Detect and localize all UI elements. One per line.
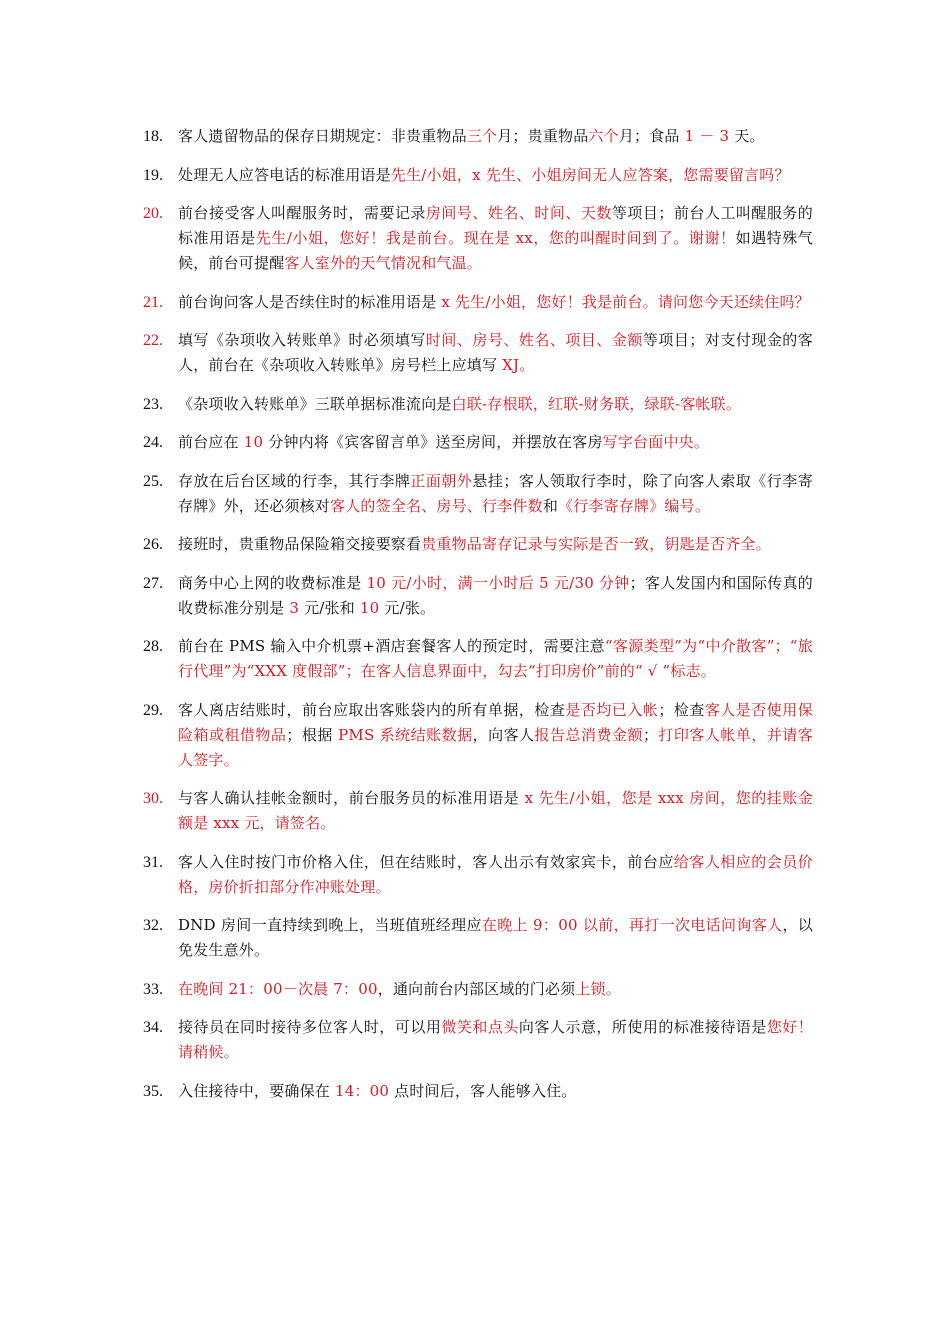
highlighted-text: 微笑和点头 (441, 1018, 519, 1036)
highlighted-text: 正面朝外 (410, 471, 473, 490)
body-text: 前台接受客人叫醒服务时，需要记录 (178, 204, 426, 222)
item-number: 20. (143, 205, 163, 222)
highlighted-text: 《行李寄存牌》编号。 (558, 496, 711, 515)
body-text: 《杂项收入转账单》三联单据标准流向是 (178, 394, 452, 413)
highlighted-text: 是否均已入帐 (565, 700, 659, 719)
highlighted-text: 3 (289, 598, 300, 617)
item-number: 24. (143, 434, 163, 451)
body-text: 等项目；对支付现金的客人，前台在《杂项收入转账单》房号栏上应填写 (178, 331, 814, 374)
highlighted-text: 10 元/小时，满一小时后 5 元/30 分钟 (366, 573, 630, 592)
highlighted-text: x 先生/小姐，您好！我是前台。请问您今天还续住吗？ (441, 292, 810, 311)
list-item (143, 1079, 813, 1104)
highlighted-text: 三个 (466, 127, 498, 145)
body-text: 和 (542, 496, 559, 515)
item-text (178, 850, 813, 900)
list-item (143, 163, 813, 188)
highlighted-text: 报告总消费金额 (534, 725, 643, 744)
highlighted-text: 您好！请稍候。 (178, 1018, 814, 1061)
body-text: 向客人示意，所使用的标准接待语是 (518, 1018, 767, 1036)
body-text: 点时间后，客人能够入住。 (389, 1081, 577, 1100)
body-text: 月；食品 (618, 127, 685, 145)
highlighted-text: 先生/小姐，您好！我是前台。现在是 xx，您的叫醒时间到了。谢谢！ (255, 229, 736, 247)
item-number: 34. (143, 1019, 163, 1036)
body-text: ； (642, 725, 659, 744)
highlighted-text: 10 (243, 433, 264, 451)
highlighted-text: 白联-存根联，红联-财务联，绿联-客帐联。 (451, 394, 742, 413)
body-text: ，向客人 (472, 725, 535, 744)
body-text: 客人遗留物品的保存日期规定：非贵重物品 (178, 127, 467, 145)
item-number: 35. (143, 1082, 163, 1100)
highlighted-text: 14：00 (334, 1081, 390, 1100)
body-text: 元/张和 (299, 598, 360, 617)
item-text (178, 124, 813, 149)
highlighted-text: 在晚上 9：00 以前，再打一次电话问询客人 (481, 916, 783, 934)
body-text: 前台在 PMS 输入中介机票+酒店套餐客人的预定时，需要注意 (178, 637, 605, 655)
body-text: 接班时，贵重物品保险箱交接要察看 (178, 535, 422, 553)
item-number: 23. (143, 395, 163, 413)
body-text: 等项目；前台人工叫醒服务的标准用语是 (178, 204, 813, 247)
item-text (178, 634, 813, 684)
highlighted-text: 客人的签全名、房号、行李件数 (330, 496, 543, 515)
list-item (143, 698, 813, 773)
body-text: 存放在后台区域的行李，其行李牌 (178, 471, 411, 490)
item-number: 31. (143, 853, 163, 871)
item-text (178, 698, 813, 773)
body-text: ；根据 (286, 725, 339, 744)
body-text: ；检查 (658, 700, 705, 719)
highlighted-text: x 先生/小姐，您是 xxx 房间，您的挂账金额是 xxx 元，请签名。 (178, 789, 813, 832)
item-text (178, 392, 813, 417)
body-text: 填写《杂项收入转账单》时必须填写 (178, 331, 426, 349)
list-item (143, 634, 813, 684)
item-number: 32. (143, 917, 163, 934)
item-text (178, 201, 813, 276)
highlighted-text: 客人室外的天气情况和气温。 (284, 254, 483, 272)
highlighted-text: 在晚间 21：00－次晨 7：00 (178, 979, 378, 998)
highlighted-text: 先生/小姐，x 先生、小姐房间无人应答案，您需要留言吗？ (390, 165, 790, 184)
list-item (143, 201, 813, 276)
list-item (143, 124, 813, 149)
item-number: 21. (143, 293, 163, 311)
body-text: 天。 (729, 127, 765, 145)
list-item (143, 977, 813, 1002)
item-text (178, 532, 813, 557)
item-text (178, 430, 813, 455)
highlighted-text: XJ。 (502, 356, 535, 374)
list-item (143, 850, 813, 900)
item-number: 19. (143, 166, 163, 184)
item-number: 33. (143, 980, 163, 998)
highlighted-text: 六个 (588, 127, 619, 145)
item-text (178, 1079, 813, 1104)
body-text: 客人离店结账时，前台应取出客账袋内的所有单据，检查 (178, 700, 566, 719)
body-text: 入住接待中，要确保在 (178, 1081, 335, 1100)
list-item (143, 392, 813, 417)
body-text: 月；贵重物品 (497, 127, 589, 145)
item-number: 26. (143, 536, 163, 553)
list-item (143, 430, 813, 455)
body-text: 如遇特殊气候，前台可提醒 (178, 229, 813, 272)
body-text: 前台应在 (178, 433, 244, 451)
item-number: 28. (143, 638, 163, 655)
list-item (143, 1015, 813, 1065)
item-text (178, 328, 813, 378)
body-text: ，通向前台内部区域的门必须 (377, 979, 576, 998)
body-text: 处理无人应答电话的标准用语是 (178, 165, 391, 184)
item-text (178, 977, 813, 1002)
item-number: 29. (143, 701, 163, 719)
highlighted-text: 贵重物品寄存记录与实际是否一致，钥匙是否齐全。 (421, 535, 771, 553)
item-number: 18. (143, 128, 163, 145)
body-text: 元/张。 (379, 598, 436, 617)
item-number: 22. (143, 332, 163, 349)
highlighted-text: 写字台面中央。 (602, 433, 710, 451)
item-number: 30. (143, 790, 163, 807)
list-item (143, 469, 813, 519)
body-text: 接待员在同时接待多位客人时，可以用 (178, 1018, 442, 1036)
regulation-list (143, 124, 813, 1117)
highlighted-text: 1 － 3 (684, 127, 730, 145)
highlighted-text: 时间、房号、姓名、项目、金额 (425, 331, 643, 349)
body-text: 前台询问客人是否续住时的标准用语是 (178, 292, 442, 311)
highlighted-text: 上锁。 (575, 979, 621, 998)
item-text (178, 1015, 813, 1065)
body-text: ；客人发国内和国际传真的收费标准分别是 (178, 573, 814, 617)
list-item (143, 913, 813, 963)
item-text (178, 469, 813, 519)
item-number: 27. (143, 574, 163, 592)
highlighted-text: 10 (359, 598, 380, 617)
highlighted-text: 打印客人帐单，并请客人签字。 (178, 725, 813, 769)
highlighted-text: “客源类型”为“中介散客”；“旅行代理”为“XXX 度假部”；在客人信息界面中，勾去“打印房价”前的“ √ ”标志。 (178, 637, 813, 680)
item-text (178, 571, 813, 621)
item-text (178, 163, 813, 188)
highlighted-text: PMS 系统结账数据 (338, 725, 473, 744)
item-text (178, 913, 813, 963)
body-text: DND 房间一直持续到晚上，当班值班经理应 (178, 916, 482, 934)
list-item (143, 786, 813, 836)
body-text: 与客人确认挂帐金额时，前台服务员的标准用语是 (178, 789, 525, 807)
item-text (178, 290, 813, 315)
list-item (143, 571, 813, 621)
body-text: 悬挂；客人领取行李时，除了向客人索取《行李寄存牌》外，还必须核对 (178, 471, 813, 515)
highlighted-text: 给客人相应的会员价格，房价折扣部分作冲账处理。 (178, 852, 813, 896)
item-number: 25. (143, 472, 163, 490)
body-text: 商务中心上网的收费标准是 (178, 573, 367, 592)
list-item (143, 532, 813, 557)
item-text (178, 786, 813, 836)
highlighted-text: 客人是否使用保险箱或租借物品 (178, 700, 813, 744)
body-text: 分钟内将《宾客留言单》送至房间，并摆放在客房 (263, 433, 603, 451)
highlighted-text: 房间号、姓名、时间、天数 (425, 204, 612, 222)
body-text: 客人入住时按门市价格入住，但在结账时，客人出示有效家宾卡，前台应 (178, 852, 674, 871)
body-text: ，以免发生意外。 (178, 916, 813, 959)
list-item (143, 328, 813, 378)
list-item (143, 290, 813, 315)
